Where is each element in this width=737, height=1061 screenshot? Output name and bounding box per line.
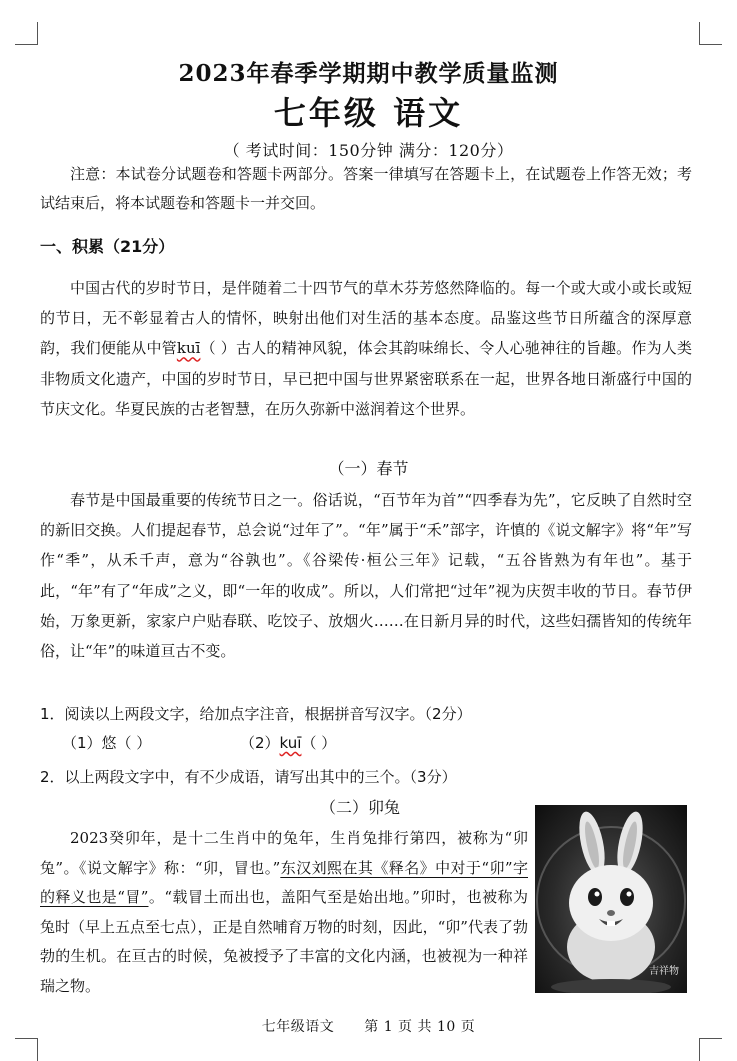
intro-text-b: 古人的精神风貌，体会其韵味绵长、令人心驰神往的旨趣。作为人类非物质文化遗产，中国的岁时节日，早已把中国与世界紧密联系在一起，世界各地日渐盛行中国的节庆文化。华夏民族的古老智慧，在历久弥新中滋润着这个世界。 bbox=[40, 339, 692, 418]
crop-mark-bottom-left bbox=[15, 1038, 38, 1061]
rabbit-mascot-photo bbox=[535, 805, 687, 993]
notice-text: 注意：本试卷分试题卷和答题卡两部分。答案一律填写在答题卡上，在试题卷上作答无效；考试结束后，将本试题卷和答题卡一并交回。 bbox=[40, 165, 692, 212]
intro-text-a: 中国古代的岁时节日，是伴随着二十四节气的草木芬芳悠然降临的。每一个或大或小或长或短的节日，无不彰显着古人的情怀，映射出他们对生活的基本态度。品鉴这些节日所蕴含的深厚意韵，我们便能从中管 bbox=[40, 279, 692, 358]
subheading-spring-festival: （一）春节 bbox=[328, 459, 409, 478]
question-2: 2．以上两段文字中，有不少成语，请写出其中的三个。（3分） bbox=[40, 768, 457, 786]
blank: （ ） bbox=[200, 339, 237, 358]
rabbit-text-b: 。“载冒土而出也，盖阳气至是始出地。”卯时，也被称为兔时（早上五点至七点），正是自然哺育万物的时刻，因此，“卯”代表了勃勃的生机。在亘古的时候，兔被授予了丰富的文化内涵，也被视为一种祥瑞之物。 bbox=[40, 888, 528, 995]
item-2-blank: （ ） bbox=[301, 734, 337, 752]
page-footer bbox=[0, 1016, 737, 1036]
subheading-rabbit: （二）卯兔 bbox=[320, 798, 401, 817]
question-1-item-1: （1）悠（ ） bbox=[62, 734, 152, 752]
exam-title: 2023年春季学期期中教学质量监测 bbox=[178, 60, 559, 87]
item-2-label: （2） bbox=[240, 734, 280, 752]
question-1-item-2 bbox=[240, 732, 336, 753]
pinyin-kui: kuī bbox=[176, 339, 201, 358]
page-number: 第 1 页 共 10 页 bbox=[364, 1019, 476, 1035]
photo-credit: 吉祥物 bbox=[649, 966, 679, 977]
crop-mark-bottom-right bbox=[699, 1038, 722, 1061]
question-1: 1．阅读以上两段文字，给加点字注音，根据拼音写汉字。（2分） bbox=[40, 705, 472, 723]
underlined-sentence: 东汉刘熙在其《释名》中对于“卯”字的释义也是“冒” bbox=[40, 858, 528, 907]
exam-info: （ 考试时间：150分钟 满分：120分） bbox=[223, 141, 514, 160]
footer-subject: 七年级语文 bbox=[261, 1019, 335, 1035]
crop-mark-top-right bbox=[699, 22, 722, 45]
spring-festival-paragraph: 春节是中国最重要的传统节日之一。俗话说，“百节年为首”“四季春为先”，它反映了自然时空的新旧交换。人们提起春节，总会说“过年了”。“年”属于“禾”部字，许慎的《说文解字》将“年”写作“秊”，从禾千声，意为“谷孰也”。《谷梁传·桓公三年》记载，“五谷皆熟为有年也”。基于此，“年”有了“年成”之义，即“一年的收成”。所以，人们常把“过年”视为庆贺丰收的节日。春节伊始，万象更新，家家户户贴春联、吃饺子、放烟火……在日新月异的时代，这些妇孺皆知的传统年俗，让“年”的味道亘古不变。 bbox=[40, 491, 692, 661]
rabbit-text-a: 2023癸卯年，是十二生肖中的兔年，生肖兔排行第四，被称为“卯兔”。《说文解字》称：“卯，冒也。” bbox=[40, 829, 528, 877]
section-heading: 一、积累（21分） bbox=[40, 237, 175, 256]
rabbit-paragraph bbox=[40, 824, 528, 1002]
crop-mark-top-left bbox=[15, 22, 38, 45]
item-2-pinyin: kuī bbox=[279, 734, 302, 752]
intro-paragraph bbox=[40, 273, 692, 424]
exam-subtitle: 七年级 语文 bbox=[273, 94, 464, 132]
